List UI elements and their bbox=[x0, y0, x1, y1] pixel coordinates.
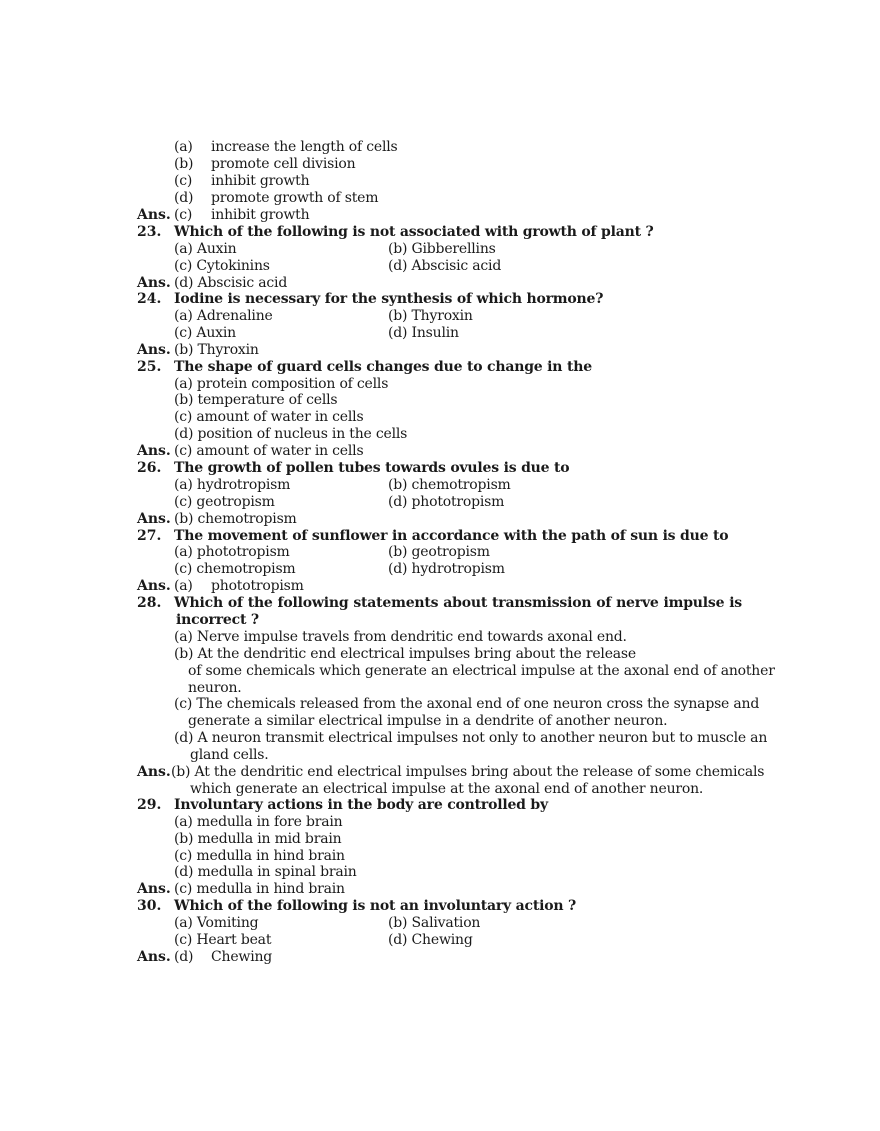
option: (c) chemotropism bbox=[174, 561, 296, 577]
option: (b) medulla in mid brain bbox=[174, 831, 342, 847]
option: (d) medulla in spinal brain bbox=[174, 864, 357, 880]
answer-text: (b) chemotropism bbox=[174, 511, 297, 527]
option: (a) Vomiting bbox=[174, 915, 259, 931]
question-text: Involuntary actions in the body are controlled by bbox=[174, 797, 548, 813]
option: (b) Salivation bbox=[388, 915, 481, 931]
answer-text-line1: (b) At the dendritic end electrical impulses bring about the release of some chemicals bbox=[171, 764, 765, 780]
answer-option: (c) bbox=[174, 207, 193, 223]
answer-option: (d) bbox=[174, 949, 194, 965]
option-b-line1: (b) At the dendritic end electrical impulses bring about the release bbox=[174, 646, 636, 662]
option: (c) Heart beat bbox=[174, 932, 272, 948]
question-text: The growth of pollen tubes towards ovules is due to bbox=[174, 460, 570, 476]
option-text: increase the length of cells bbox=[211, 139, 398, 155]
answer-text: inhibit growth bbox=[211, 207, 310, 223]
option: (d) Abscisic acid bbox=[388, 258, 502, 274]
option-d-line1: (d) A neuron transmit electrical impulses not only to another neuron but to muscle an bbox=[174, 730, 768, 746]
option-c-line1: (c) The chemicals released from the axonal end of one neuron cross the synapse and bbox=[174, 696, 760, 712]
option: (b) Thyroxin bbox=[388, 308, 473, 324]
answer-text: Chewing bbox=[211, 949, 273, 965]
question-number: 30. bbox=[137, 898, 162, 914]
answer-text: (c) amount of water in cells bbox=[174, 443, 364, 459]
option: (c) Auxin bbox=[174, 325, 236, 341]
answer-label: Ans. bbox=[137, 511, 171, 527]
question-text-line1: Which of the following statements about transmission of nerve impulse is bbox=[174, 595, 742, 611]
option-label: (c) bbox=[174, 173, 193, 189]
question-number: 27. bbox=[137, 528, 162, 544]
answer-label: Ans. bbox=[137, 342, 171, 358]
answer-text-line2: which generate an electrical impulse at the axonal end of another neuron. bbox=[190, 781, 704, 797]
option-text: promote cell division bbox=[211, 156, 356, 172]
option: (b) Gibberellins bbox=[388, 241, 496, 257]
answer-text: (b) Thyroxin bbox=[174, 342, 259, 358]
option-b-line2: of some chemicals which generate an electrical impulse at the axonal end of another bbox=[188, 663, 775, 679]
question-text-line2: incorrect ? bbox=[176, 612, 259, 628]
answer-text: (c) medulla in hind brain bbox=[174, 881, 345, 897]
option: (c) Cytokinins bbox=[174, 258, 270, 274]
option: (c) medulla in hind brain bbox=[174, 848, 345, 864]
answer-label: Ans. bbox=[137, 207, 171, 223]
question-number: 29. bbox=[137, 797, 162, 813]
option: (d) phototropism bbox=[388, 494, 505, 510]
option: (b) geotropism bbox=[388, 544, 490, 560]
answer-option: (a) bbox=[174, 578, 193, 594]
answer-label: Ans. bbox=[137, 764, 171, 780]
question-number: 24. bbox=[137, 291, 162, 307]
answer-label: Ans. bbox=[137, 949, 171, 965]
answer-text: phototropism bbox=[211, 578, 304, 594]
question-text: Which of the following is not an involuntary action ? bbox=[174, 898, 577, 914]
option: (c) geotropism bbox=[174, 494, 275, 510]
option: (a) medulla in fore brain bbox=[174, 814, 343, 830]
option: (a) hydrotropism bbox=[174, 477, 291, 493]
option: (a) Adrenaline bbox=[174, 308, 273, 324]
option: (d) hydrotropism bbox=[388, 561, 505, 577]
question-text: The movement of sunflower in accordance with the path of sun is due to bbox=[174, 528, 729, 544]
option: (a) Auxin bbox=[174, 241, 237, 257]
option: (a) protein composition of cells bbox=[174, 376, 389, 392]
option-label: (d) bbox=[174, 190, 194, 206]
option: (a) phototropism bbox=[174, 544, 290, 560]
option: (d) position of nucleus in the cells bbox=[174, 426, 408, 442]
option-a: (a) Nerve impulse travels from dendritic end towards axonal end. bbox=[174, 629, 627, 645]
option: (d) Chewing bbox=[388, 932, 473, 948]
answer-label: Ans. bbox=[137, 881, 171, 897]
option: (d) Insulin bbox=[388, 325, 459, 341]
question-number: 23. bbox=[137, 224, 162, 240]
question-text: The shape of guard cells changes due to change in the bbox=[174, 359, 592, 375]
option: (b) temperature of cells bbox=[174, 392, 338, 408]
question-text: Which of the following is not associated with growth of plant ? bbox=[174, 224, 654, 240]
answer-label: Ans. bbox=[137, 275, 171, 291]
option-label: (a) bbox=[174, 139, 193, 155]
option-b-line3: neuron. bbox=[188, 680, 242, 696]
answer-text: (d) Abscisic acid bbox=[174, 275, 288, 291]
option-d-line2: gland cells. bbox=[190, 747, 269, 763]
question-number: 25. bbox=[137, 359, 162, 375]
question-text: Iodine is necessary for the synthesis of which hormone? bbox=[174, 291, 604, 307]
option-text: inhibit growth bbox=[211, 173, 310, 189]
option-text: promote growth of stem bbox=[211, 190, 379, 206]
answer-label: Ans. bbox=[137, 443, 171, 459]
option: (c) amount of water in cells bbox=[174, 409, 364, 425]
option: (b) chemotropism bbox=[388, 477, 511, 493]
option-c-line2: generate a similar electrical impulse in a dendrite of another neuron. bbox=[188, 713, 668, 729]
option-label: (b) bbox=[174, 156, 194, 172]
question-number: 26. bbox=[137, 460, 162, 476]
answer-label: Ans. bbox=[137, 578, 171, 594]
question-number: 28. bbox=[137, 595, 162, 611]
